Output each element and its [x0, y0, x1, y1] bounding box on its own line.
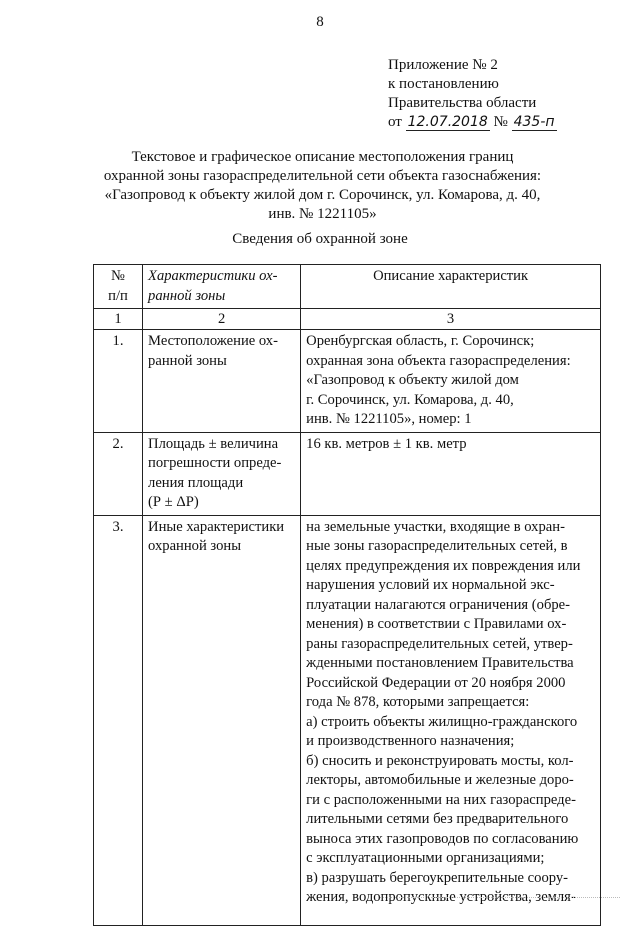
row-3-desc-line: с эксплуатационными организациями; [306, 850, 545, 866]
scan-edge-marks [380, 897, 620, 902]
row-3-desc-line: выноса этих газопроводов по согласованию [306, 830, 579, 847]
header-cell-description [301, 265, 601, 309]
row-1-number: 1. [94, 330, 143, 433]
table-row [94, 330, 601, 433]
row-1-desc-line: инв. № 1221105», номер: 1 [306, 411, 472, 427]
row-3-desc-line: жения, водопропускные устройства, земля- [306, 889, 576, 905]
row-2-desc-line: 16 кв. метров ± 1 кв. метр [306, 435, 467, 452]
row-1-name [143, 330, 301, 433]
row-3-desc-line: года № 878, которыми запрещается: [306, 694, 530, 710]
document-title [40, 148, 605, 224]
column-number-3: 3 [301, 309, 601, 330]
appendix-number-sign: № [493, 114, 508, 130]
table-row [94, 515, 601, 925]
row-3-desc-line: ные зоны газораспределительных сетей, в [306, 538, 568, 554]
appendix-header [388, 56, 557, 132]
appendix-date: 12.07.2018 [407, 114, 488, 130]
row-3-desc-line: жденными постановлением Правительства [306, 655, 574, 671]
zone-info-table [93, 264, 601, 926]
row-3-desc-line: а) строить объекты жилищно-гражданского [306, 713, 578, 730]
row-2-name [143, 432, 301, 515]
appendix-line-1: Приложение № 2 [388, 57, 498, 73]
row-3-name-line: охранной зоны [148, 538, 242, 554]
row-3-desc-line: нарушения условий их нормальной экс- [306, 577, 555, 593]
appendix-line-3: Правительства области [388, 95, 537, 111]
page-number: 8 [316, 14, 324, 30]
row-2-name-line: (Р ± ΔР) [148, 494, 199, 510]
column-number-1: 1 [94, 309, 143, 330]
row-3-name-line: Иные характеристики [148, 518, 285, 535]
row-2-name-line: Площадь ± величина [148, 435, 279, 452]
row-1-desc-line: г. Сорочинск, ул. Комарова, д. 40, [306, 391, 514, 408]
row-3-description [301, 515, 601, 925]
header-cell-number [94, 265, 143, 309]
row-1-name-line: Местоположение ох- [148, 333, 278, 349]
header-number-line-2: п/п [108, 287, 128, 304]
section-subtitle: Сведения об охранной зоне [232, 231, 408, 247]
row-3-desc-line: плуатации налагаются ограничения (обре- [306, 596, 570, 613]
header-characteristic-line-2: ранной зоны [148, 287, 226, 304]
appendix-date-prefix: от [388, 114, 402, 130]
row-1-desc-line: охранная зона объекта газораспределения: [306, 352, 571, 369]
title-line-1: Текстовое и графическое описание местоположения границ [131, 149, 514, 165]
row-1-name-line: ранной зоны [148, 352, 227, 369]
table-column-number-row [94, 309, 601, 330]
appendix-date-line [388, 113, 557, 132]
row-2-number: 2. [94, 432, 143, 515]
row-3-desc-line: лекторы, автомобильные и железные доро- [306, 772, 574, 788]
appendix-number: 435-п [513, 114, 555, 130]
title-line-2: охранной зоны газораспределительной сети объекта газоснабжения: [103, 168, 542, 184]
header-characteristic-line-1: Характеристики ох- [148, 268, 278, 284]
row-3-desc-line: и производственного назначения; [306, 733, 515, 749]
header-description: Описание характеристик [373, 268, 529, 284]
row-3-desc-line: целях предупреждения их повреждения или [306, 557, 581, 574]
column-number-2: 2 [143, 309, 301, 330]
row-1-desc-line: Оренбургская область, г. Сорочинск; [306, 333, 535, 349]
appendix-line-2: к постановлению [388, 76, 499, 92]
row-2-description [301, 432, 601, 515]
row-3-desc-line: б) сносить и реконструировать мосты, кол- [306, 752, 574, 769]
title-line-4: инв. № 1221105» [268, 206, 377, 222]
row-3-number: 3. [94, 515, 143, 925]
table-header-row [94, 265, 601, 309]
row-3-desc-line: менения) в соответствии с Правилами ох- [306, 616, 567, 632]
header-cell-characteristic [143, 265, 301, 309]
row-2-name-line: ления площади [148, 474, 244, 491]
row-3-desc-line: ги с расположенными на них газораспреде- [306, 791, 576, 808]
row-1-description [301, 330, 601, 433]
title-line-3: «Газопровод к объекту жилой дом г. Сорочинск, ул. Комарова, д. 40, [104, 187, 541, 203]
row-3-desc-line: лительными сетями без предварительного [306, 811, 569, 827]
row-2-name-line: погрешности опреде- [148, 455, 282, 471]
row-3-desc-line: раны газораспределительных сетей, утвер- [306, 635, 573, 652]
row-3-desc-line: на земельные участки, входящие в охран- [306, 518, 565, 535]
header-number-line-1: № [111, 268, 125, 284]
row-3-desc-line: Российской Федерации от 20 ноября 2000 [306, 674, 566, 691]
row-3-name [143, 515, 301, 925]
row-1-desc-line: «Газопровод к объекту жилой дом [306, 372, 519, 388]
row-3-desc-line: в) разрушать берегоукрепительные соору- [306, 869, 569, 886]
table-row [94, 432, 601, 515]
